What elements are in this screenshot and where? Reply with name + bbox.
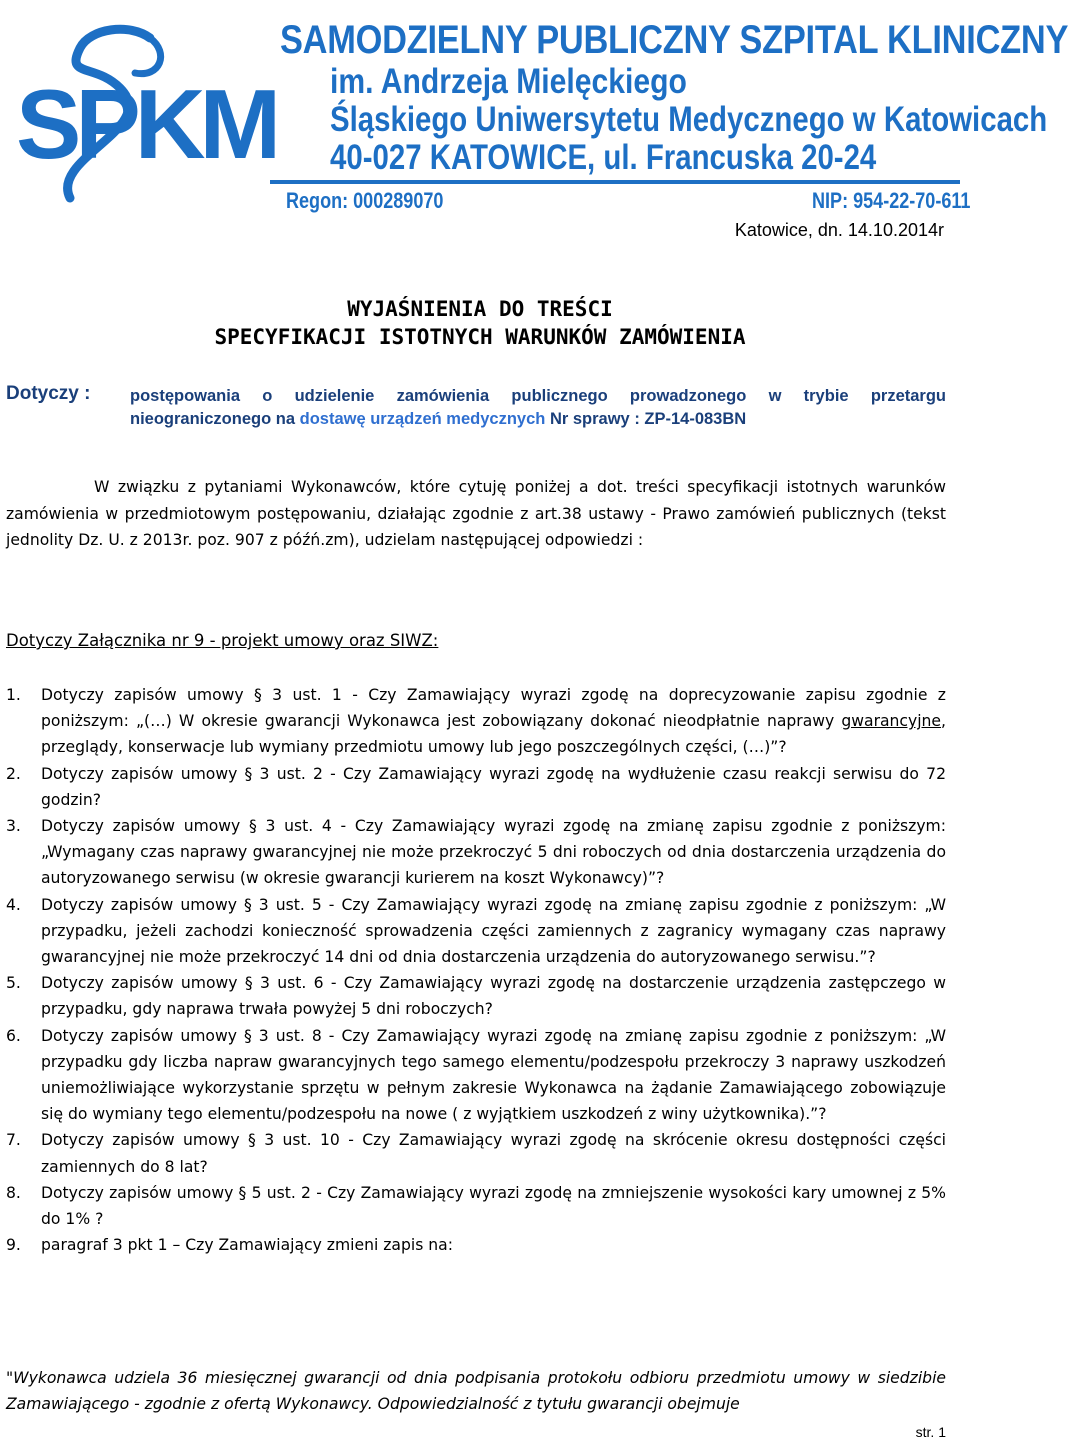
question-text [41,761,946,813]
page-number: str. 1 [915,1424,946,1440]
question-text-main: Dotyczy zapisów umowy § 3 ust. 2 - Czy Zamawiający wyrazi zgodę na wydłużenie czasu reakcji serwisu do 72 godzin? [41,764,946,809]
document-title-line2: SPECYFIKACJI ISTOTNYCH WARUNKÓW ZAMÓWIENIA [214,325,746,349]
question-text [41,970,946,1022]
section-title: Dotyczy Załącznika nr 9 - projekt umowy oraz SIWZ: [6,631,439,650]
question-text-main: Dotyczy zapisów umowy § 3 ust. 4 - Czy Zamawiający wyrazi zgodę na zmianę zapisu zgodnie z poniższym: „Wymagany czas naprawy gwarancyjnej nie może przekroczyć 5 dni roboczych od dnia dostarczenia urządzenia do autoryzowanego serwisu (w okresie gwarancji kurierem na koszt Wykonawcy)”? [41,817,946,888]
question-text-main: Dotyczy zapisów umowy § 3 ust. 1 - Czy Zamawiający wyrazi zgodę na doprecyzowanie zapisu zgodnie z poniższym: „(…) W okresie gwarancji Wykonawca jest zobowiązany dokonać nieodpłatnie naprawy [41,686,946,731]
question-number: 9. [6,1236,21,1255]
case-number: Nr sprawy : ZP-14-083BN [545,410,747,428]
question-item [6,892,946,971]
question-text-underlined: gwarancyjne [841,712,942,731]
hospital-patron: im. Andrzeja Mielęckiego [330,62,687,101]
letterhead-rule [270,180,960,184]
question-item [6,761,946,813]
question-text [41,813,946,892]
question-text [41,1232,946,1258]
document-date: Katowice, dn. 14.10.2014r [734,220,944,240]
intro-paragraph [6,474,946,554]
question-number: 3. [6,817,21,836]
question-number: 8. [6,1183,21,1202]
question-item [6,970,946,1022]
question-number: 4. [6,895,21,914]
question-number: 6. [6,1026,21,1045]
question-number: 7. [6,1131,21,1150]
hospital-name: SAMODZIELNY PUBLICZNY SZPITAL KLINICZNY [280,18,1068,62]
subject-highlight: dostawę urządzeń medycznych [299,410,546,428]
question-text-main: Dotyczy zapisów umowy § 3 ust. 8 - Czy Zamawiający wyrazi zgodę na zmianę zapisu zgodnie z poniższym: „W przypadku gdy liczba napraw gwarancyjnych tego samego elementu/podzespołu przekroczy 3 naprawy uszkodzeń uniemożliwiające wykorzystanie sprzętu w pełnym zakresie Wykonawca na żądanie Zamawiającego zobowiązuje się do wymiany tego elementu/podzespołu na nowe ( z wyjątkiem uszkodzeń z winy użytkownika).”? [41,1026,946,1124]
question-text-main: Dotyczy zapisów umowy § 3 ust. 6 - Czy Zamawiający wyrazi zgodę na dostarczenie urządzenia zastępczego w przypadku, gdy naprawa trwała powyżej 5 dni roboczych? [41,974,946,1019]
document-title-line1: WYJAŚNIENIA DO TREŚCI [347,297,613,321]
question-text-main: Dotyczy zapisów umowy § 3 ust. 10 - Czy Zamawiający wyrazi zgodę na skrócenie okresu dostępności części zamiennych do 8 lat? [41,1131,946,1176]
question-number: 1. [6,686,21,704]
question-text [41,1127,946,1179]
question-text [41,1180,946,1232]
question-item [6,1232,946,1258]
question-item [6,813,946,892]
question-text [41,1023,946,1128]
question-item [6,1023,946,1128]
question-text [41,682,946,761]
subject-label: Dotyczy : [6,383,91,404]
question-text-main: Dotyczy zapisów umowy § 3 ust. 5 - Czy Zamawiający wyrazi zgodę na zmianę zapisu zgodnie z poniższym: „W przypadku, jeżeli zachodzi konieczność sprowadzenia części zamiennych z zagranicy wymagany czas naprawy gwarancyjnej nie może przekroczyć 14 dni od dnia dostarczenia urządzenia do autoryzowanego serwisu.”? [41,895,946,967]
question-item [6,682,946,761]
letterhead [0,0,1068,215]
subject-text [130,385,946,431]
quoted-clause: "Wykonawca udziela 36 miesięcznej gwarancji od dnia podpisania protokołu odbioru przedmiotu umowy w siedzibie Zamawiającego - zgodnie z ofertą Wykonawcy. Odpowiedzialność z tytułu gwarancji obejmuje [6,1369,946,1413]
nip-number: NIP: 954-22-70-611 [812,188,971,213]
questions-list [6,682,946,1258]
question-item [6,1127,946,1179]
question-number: 5. [6,974,21,993]
logo-lettering: SPKM [16,69,276,179]
regon-number: Regon: 000289070 [286,188,444,213]
hospital-university: Śląskiego Uniwersytetu Medycznego w Katowicach [330,100,1048,139]
question-text-tail: , przeglądy, konserwacje lub wymiany przedmiotu umowy lub jego poszczególnych części, (…)”? [41,712,946,757]
question-item [6,1180,946,1232]
hospital-logo [10,8,280,208]
question-text-main: paragraf 3 pkt 1 – Czy Zamawiający zmieni zapis na: [41,1236,453,1255]
question-text [41,892,946,971]
intro-text: W związku z pytaniami Wykonawców, które cytuję poniżej a dot. treści specyfikacji istotnych warunków zamówienia w przedmiotowym postępowaniu, działając zgodnie z art.38 ustawy - Prawo zamówień publicznych (tekst jednolity Dz. U. z 2013r. poz. 907 z późń.zm), udzielam następującej odpowiedzi : [6,478,946,549]
question-text-main: Dotyczy zapisów umowy § 5 ust. 2 - Czy Zamawiający wyrazi zgodę na zmniejszenie wysokości kary umownej z 5% do 1% ? [41,1183,946,1229]
question-number: 2. [6,764,21,783]
subject-text-part: postępowania o udzielenie zamówienia publicznego prowadzonego w trybie przetargu nieograniczonego na [130,387,946,428]
hospital-address: 40-027 KATOWICE, ul. Francuska 20-24 [330,138,877,177]
